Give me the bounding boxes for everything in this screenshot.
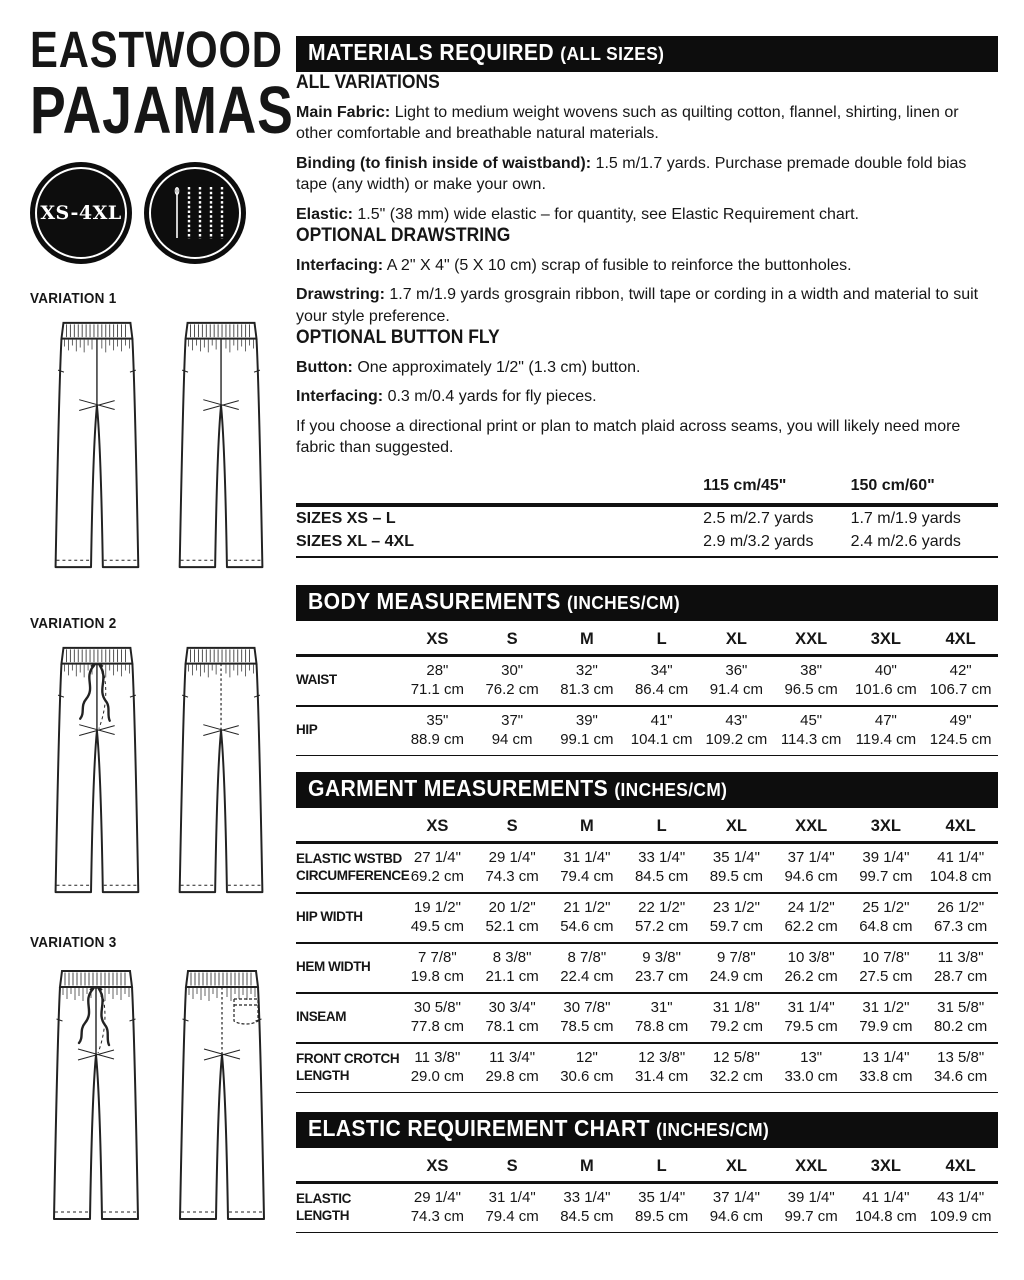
column-header: M (550, 1154, 625, 1183)
table-cell: 21 1/2" 54.6 cm (550, 893, 625, 943)
table-cell: 29 1/4" 74.3 cm (475, 842, 550, 893)
size-range-label: XS-4XL (40, 202, 122, 224)
row-label: HIP (296, 706, 400, 756)
column-header: L (624, 1154, 699, 1183)
brand-logo (30, 21, 294, 148)
corner-cell (296, 814, 400, 843)
variation-1-section (30, 290, 288, 575)
variation-3-section (30, 934, 288, 1231)
table-cell: 13" 33.0 cm (774, 1043, 849, 1093)
interfacing-drawstring-text: A 2" X 4" (5 X 10 cm) scrap of fusible to reinforce the buttonholes. (386, 256, 852, 274)
table-cell: 30 5/8" 77.8 cm (400, 993, 475, 1043)
table-cell: 41" 104.1 cm (624, 706, 699, 756)
table-cell: 28" 71.1 cm (400, 655, 475, 706)
table-row (296, 893, 998, 943)
table-cell: 32" 81.3 cm (550, 655, 625, 706)
table-cell: 39 1/4" 99.7 cm (774, 1182, 849, 1232)
binding-item (296, 153, 998, 196)
fabric-note: If you choose a directional print or plan to match plaid across seams, you will likely need more fabric than suggested. (296, 417, 961, 457)
table-cell: 2.9 m/3.2 yards (703, 530, 850, 557)
heading-all-variations: ALL VARIATIONS (296, 72, 440, 93)
column-header: XS (400, 1154, 475, 1183)
binding-lead: Binding (to finish inside of waistband): (296, 154, 592, 172)
row-label: HEM WIDTH (296, 943, 400, 993)
section-header-materials (296, 36, 998, 72)
main-fabric-lead: Main Fabric: (296, 103, 391, 121)
brand-line-2: PAJAMAS (30, 73, 294, 148)
table-cell: 1.7 m/1.9 yards (850, 509, 961, 527)
table-cell: 30 7/8" 78.5 cm (550, 993, 625, 1043)
size-range-badge (30, 162, 132, 264)
column-header: XXL (774, 1154, 849, 1183)
column-header: S (475, 814, 550, 843)
section-header-elastic-chart (296, 1112, 998, 1148)
table-row (296, 1182, 998, 1232)
column-header: 4XL (923, 814, 998, 843)
table-cell: 30 3/4" 78.1 cm (475, 993, 550, 1043)
column-header: XL (699, 814, 774, 843)
table-cell: 36" 91.4 cm (699, 655, 774, 706)
table-cell: 47" 119.4 cm (849, 706, 924, 756)
drawstring-text: 1.7 m/1.9 yards grosgrain ribbon, twill tape or cording in a width and material to suit your style preference. (296, 286, 979, 325)
drawstring-item (296, 284, 998, 327)
table-cell: 11 3/8" 29.0 cm (400, 1043, 475, 1093)
table-row (296, 993, 998, 1043)
table-row (296, 943, 998, 993)
button-text: One approximately 1/2" (1.3 cm) button. (357, 359, 641, 377)
table-row (296, 530, 998, 557)
table-cell: 9 3/8" 23.7 cm (624, 943, 699, 993)
table-cell: 23 1/2" 59.7 cm (699, 893, 774, 943)
column-header: XL (699, 1154, 774, 1183)
table-row (296, 1043, 998, 1093)
table-row (296, 655, 998, 706)
column-header: M (550, 814, 625, 843)
materials-title-suffix: (ALL SIZES) (560, 43, 665, 64)
column-header: XXL (774, 814, 849, 843)
table-cell: 39 1/4" 99.7 cm (849, 842, 924, 893)
corner-cell (296, 475, 703, 505)
table-cell: 26 1/2" 67.3 cm (923, 893, 998, 943)
needle-and-drawstrings-icon (144, 162, 246, 264)
row-label: INSEAM (296, 993, 400, 1043)
column-header: 115 cm/45" (703, 475, 850, 505)
table-cell: 42" 106.7 cm (923, 655, 998, 706)
table-cell: 31 1/4" 79.4 cm (550, 842, 625, 893)
variation-1-illustration (30, 313, 286, 575)
interfacing-fly-text: 0.3 m/0.4 yards for fly pieces. (387, 388, 597, 406)
heading-optional-button-fly: OPTIONAL BUTTON FLY (296, 327, 500, 349)
table-cell: 10 7/8" 27.5 cm (849, 943, 924, 993)
notions-badge (144, 162, 246, 264)
column-header: 3XL (849, 627, 924, 656)
table-cell: 7 7/8" 19.8 cm (400, 943, 475, 993)
corner-cell (296, 1154, 400, 1183)
table-cell: 12 5/8" 32.2 cm (699, 1043, 774, 1093)
table-cell: 24 1/2" 62.2 cm (774, 893, 849, 943)
table-cell: 8 3/8" 21.1 cm (475, 943, 550, 993)
column-header: M (550, 627, 625, 656)
binding-text: 1.5 m/1.7 yards. Purchase premade double fold bias tape (any width) or make your own. (296, 154, 967, 194)
interfacing-drawstring-item (296, 255, 998, 276)
table-cell: 2.4 m/2.6 yards (851, 530, 998, 557)
column-header: 4XL (923, 1154, 998, 1183)
table-cell: 11 3/4" 29.8 cm (475, 1043, 550, 1093)
table-cell: 29 1/4" 74.3 cm (400, 1182, 475, 1232)
row-label: ELASTIC LENGTH (296, 1182, 400, 1232)
interfacing-fly-item (296, 386, 998, 407)
row-label: SIZES XL – 4XL (296, 530, 703, 557)
table-cell: 10 3/8" 26.2 cm (774, 943, 849, 993)
table-cell: 41 1/4" 104.8 cm (923, 842, 998, 893)
column-header: 4XL (923, 627, 998, 656)
elastic-lead: Elastic: (296, 205, 353, 223)
table-cell: 9 7/8" 24.9 cm (699, 943, 774, 993)
table-cell: 31 1/2" 79.9 cm (849, 993, 924, 1043)
table-cell: 31 5/8" 80.2 cm (923, 993, 998, 1043)
table-cell: 12" 30.6 cm (550, 1043, 625, 1093)
main-content (296, 36, 998, 1233)
materials-title: MATERIALS REQUIRED (308, 39, 555, 65)
table-cell: 25 1/2" 64.8 cm (849, 893, 924, 943)
elastic-chart-title: ELASTIC REQUIREMENT CHART (308, 1114, 650, 1141)
variation-2-section (30, 615, 288, 900)
variation-3-label: VARIATION 3 (30, 934, 117, 951)
table-cell: 35 1/4" 89.5 cm (624, 1182, 699, 1232)
table-cell: 49" 124.5 cm (923, 706, 998, 756)
table-cell: 37 1/4" 94.6 cm (699, 1182, 774, 1232)
table-cell: 31" 78.8 cm (624, 993, 699, 1043)
button-lead: Button: (296, 359, 353, 377)
section-header-garment-measurements (296, 772, 998, 808)
elastic-item (296, 204, 998, 225)
table-cell: 45" 114.3 cm (774, 706, 849, 756)
interfacing-fly-lead: Interfacing: (296, 388, 384, 406)
badge-row (30, 162, 288, 264)
table-cell: 39" 99.1 cm (550, 706, 625, 756)
garment-measurements-table (296, 814, 998, 1093)
table-cell: 33 1/4" 84.5 cm (624, 842, 699, 893)
corner-cell (296, 627, 400, 656)
table-row (296, 842, 998, 893)
table-cell: 40" 101.6 cm (849, 655, 924, 706)
main-fabric-item (296, 102, 998, 145)
variation-3-illustration (30, 957, 286, 1231)
table-cell: 43 1/4" 109.9 cm (923, 1182, 998, 1232)
table-cell: 8 7/8" 22.4 cm (550, 943, 625, 993)
table-cell: 27 1/4" 69.2 cm (400, 842, 475, 893)
column-header: L (624, 814, 699, 843)
heading-optional-drawstring: OPTIONAL DRAWSTRING (296, 225, 511, 247)
garment-measurements-suffix: (INCHES/CM) (614, 778, 728, 800)
table-cell: 2.5 m/2.7 yards (703, 509, 814, 527)
row-label: WAIST (296, 655, 400, 706)
row-label: SIZES XS – L (296, 509, 396, 527)
column-header: 3XL (849, 814, 924, 843)
table-cell: 43" 109.2 cm (699, 706, 774, 756)
table-cell: 34" 86.4 cm (624, 655, 699, 706)
table-cell: 22 1/2" 57.2 cm (624, 893, 699, 943)
table-cell: 12 3/8" 31.4 cm (624, 1043, 699, 1093)
table-cell: 11 3/8" 28.7 cm (923, 943, 998, 993)
column-header: 3XL (849, 1154, 924, 1183)
drawstring-lead: Drawstring: (296, 286, 385, 304)
variation-1-label: VARIATION 1 (30, 290, 117, 307)
elastic-requirement-table (296, 1154, 998, 1233)
table-cell: 41 1/4" 104.8 cm (849, 1182, 924, 1232)
fabric-requirement-table (296, 475, 998, 558)
table-cell: 38" 96.5 cm (774, 655, 849, 706)
table-cell: 31 1/8" 79.2 cm (699, 993, 774, 1043)
interfacing-drawstring-lead: Interfacing: (296, 256, 384, 274)
column-header: XS (400, 627, 475, 656)
column-header: L (624, 627, 699, 656)
table-cell: 37" 94 cm (475, 706, 550, 756)
elastic-text: 1.5" (38 mm) wide elastic – for quantity, see Elastic Requirement chart. (357, 205, 859, 223)
row-label: HIP WIDTH (296, 893, 400, 943)
elastic-chart-suffix: (INCHES/CM) (656, 1118, 770, 1140)
left-sidebar (30, 21, 294, 1231)
column-header: XL (699, 627, 774, 656)
body-measurements-suffix: (INCHES/CM) (567, 591, 680, 613)
table-row (296, 706, 998, 756)
column-header: XXL (774, 627, 849, 656)
variation-2-label: VARIATION 2 (30, 615, 117, 632)
table-cell: 31 1/4" 79.5 cm (774, 993, 849, 1043)
table-cell: 33 1/4" 84.5 cm (550, 1182, 625, 1232)
table-cell: 31 1/4" 79.4 cm (475, 1182, 550, 1232)
table-cell: 30" 76.2 cm (475, 655, 550, 706)
table-cell: 20 1/2" 52.1 cm (475, 893, 550, 943)
variation-2-illustration (30, 638, 286, 900)
column-header: 150 cm/60" (851, 475, 998, 505)
main-fabric-text: Light to medium weight wovens such as quilting cotton, flannel, shirting, linen or other comfortable and breathable natural materials. (296, 103, 959, 143)
table-cell: 37 1/4" 94.6 cm (774, 842, 849, 893)
section-header-body-measurements (296, 585, 998, 621)
table-row (296, 505, 998, 530)
table-cell: 35" 88.9 cm (400, 706, 475, 756)
brand-line-1: EASTWOOD (30, 21, 283, 78)
column-header: S (475, 1154, 550, 1183)
table-cell: 19 1/2" 49.5 cm (400, 893, 475, 943)
column-header: XS (400, 814, 475, 843)
table-cell: 13 5/8" 34.6 cm (923, 1043, 998, 1093)
button-item (296, 357, 998, 378)
body-measurements-table (296, 627, 998, 756)
column-header: S (475, 627, 550, 656)
row-label: FRONT CROTCH LENGTH (296, 1043, 400, 1093)
table-cell: 13 1/4" 33.8 cm (849, 1043, 924, 1093)
garment-measurements-title: GARMENT MEASUREMENTS (308, 774, 609, 801)
table-cell: 35 1/4" 89.5 cm (699, 842, 774, 893)
row-label: ELASTIC WSTBD CIRCUMFERENCE (296, 842, 400, 893)
body-measurements-title: BODY MEASUREMENTS (308, 587, 561, 614)
